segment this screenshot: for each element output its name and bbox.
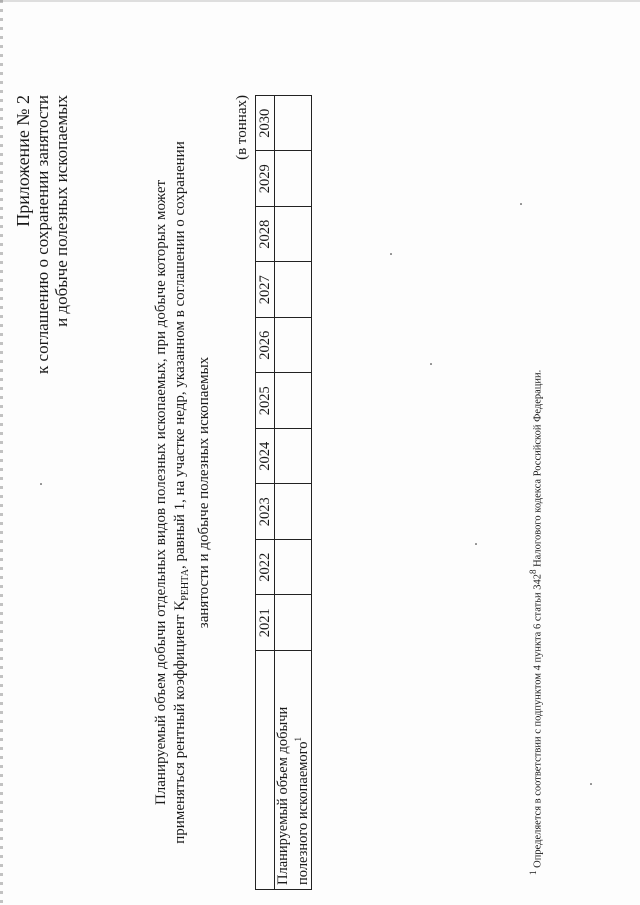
value-cell <box>275 151 312 207</box>
scan-speck <box>390 254 392 256</box>
units-label: (в тоннах) <box>234 95 250 160</box>
appendix-ref-line1: к соглашению о сохранении занятости <box>33 95 52 374</box>
appendix-number: Приложение № 2 <box>13 95 33 227</box>
value-cell <box>275 373 312 429</box>
footnote <box>528 370 544 875</box>
footnote-article-sup: 8 <box>528 569 538 575</box>
value-cell <box>275 595 312 651</box>
value-cell <box>275 96 312 152</box>
year-header: 2026 <box>256 318 275 374</box>
production-volume-table <box>255 95 312 890</box>
appendix-ref-line2: и добыче полезных ископаемых <box>52 95 71 327</box>
scan-speck <box>520 204 522 206</box>
value-cell <box>275 429 312 485</box>
year-header: 2023 <box>256 484 275 540</box>
value-cell <box>275 318 312 374</box>
year-header: 2027 <box>256 262 275 318</box>
row-label-footnote-marker: 1 <box>293 736 303 742</box>
heading-subscript: РЕНТА <box>180 569 191 601</box>
row-label-cell <box>275 651 312 890</box>
scan-speck <box>40 484 42 486</box>
year-header: 2025 <box>256 373 275 429</box>
document-heading <box>152 140 214 845</box>
year-header: 2022 <box>256 540 275 596</box>
scan-speck <box>475 544 477 546</box>
header-corner-cell <box>256 651 275 890</box>
value-cell <box>275 262 312 318</box>
table-header-row <box>256 96 275 890</box>
scan-speck <box>430 364 432 366</box>
footnote-text-before: Определяется в соответствии с подпунктом 4 пункта 6 статьи 342 <box>532 574 544 871</box>
footnote-text-after: Налогового кодекса Российской Федерации. <box>532 369 544 570</box>
value-cell <box>275 484 312 540</box>
value-cell <box>275 207 312 263</box>
year-header: 2021 <box>256 595 275 651</box>
year-header: 2024 <box>256 429 275 485</box>
footnote-marker: 1 <box>528 870 538 875</box>
heading-part1: Планируемый объем добычи отдельных видов полезных ископаемых, при добыче которых может применяться рентный коэффициент К <box>153 179 188 844</box>
year-header: 2030 <box>256 96 275 152</box>
year-header: 2028 <box>256 207 275 263</box>
year-header: 2029 <box>256 151 275 207</box>
heading-part2: , равный 1, на участке недр, указанном в соглашении о сохранении занятости и добыче полезных ископаемых <box>172 141 212 629</box>
table-row <box>275 96 312 890</box>
row-label: Планируемый объем добычи полезного ископаемого <box>275 706 311 885</box>
appendix-header <box>14 95 71 374</box>
value-cell <box>275 540 312 596</box>
scan-speck <box>590 784 592 786</box>
